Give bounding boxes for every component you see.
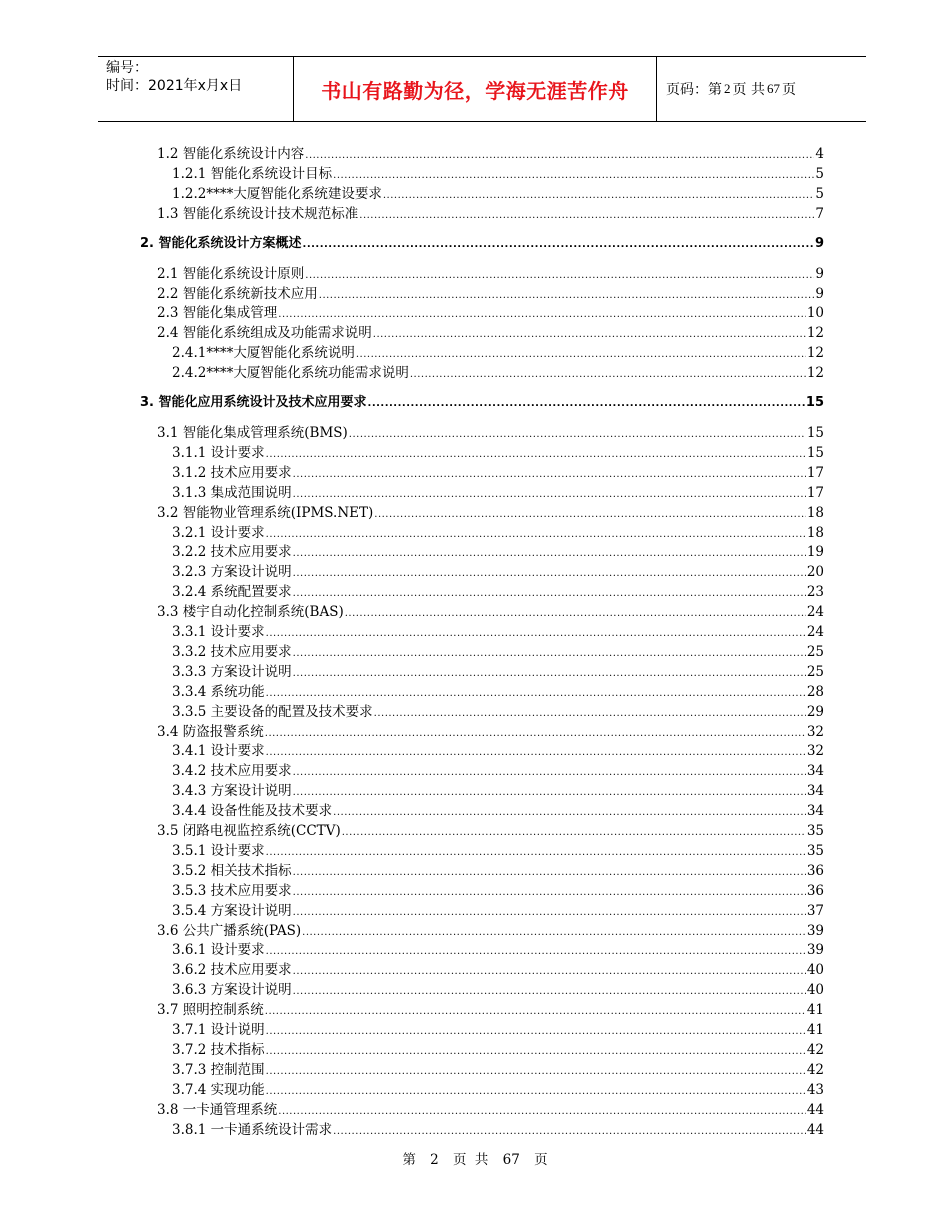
toc-leader-dots: [266, 443, 806, 465]
page-suffix: 页: [781, 82, 796, 98]
toc-entry-title: 3.2 智能物业管理系统(IPMS.NET): [157, 504, 374, 521]
toc-entry-title: 3.7.4 实现功能: [172, 1081, 265, 1098]
toc-entry-title: 2.3 智能化集成管理: [157, 305, 278, 322]
page-total: 67: [766, 81, 780, 96]
toc-entry-page: 37: [806, 902, 824, 919]
toc-entry-title: 3.3.3 方案设计说明: [172, 663, 292, 680]
toc-entry[interactable]: [172, 901, 824, 921]
toc-leader-dots: [266, 841, 806, 863]
toc-entry-title: 3.8.1 一卡通系统设计需求: [172, 1121, 333, 1138]
toc-leader-dots: [342, 821, 806, 843]
toc-entry-page: 5: [815, 165, 824, 182]
toc-entry[interactable]: [172, 841, 824, 861]
toc-leader-dots: [319, 284, 815, 306]
toc-entry-title: 3.3.4 系统功能: [172, 683, 265, 700]
toc-entry-page: 20: [806, 564, 824, 581]
toc-entry-page: 34: [806, 783, 824, 800]
toc-entry-title: 3.2.4 系统配置要求: [172, 584, 292, 601]
toc-entry-title: 3.7.1 设计说明: [172, 1022, 265, 1038]
footer-mid: 页 共: [453, 1152, 489, 1168]
toc-leader-dots: [410, 363, 806, 385]
toc-entry-page: 32: [806, 743, 824, 760]
page-prefix: 页码：第: [666, 82, 722, 98]
toc-entry[interactable]: [172, 483, 824, 503]
toc-leader-dots: [266, 523, 806, 545]
toc-leader-dots: [305, 144, 814, 166]
toc-leader-dots: [293, 881, 806, 903]
toc-entry-page: 41: [806, 1002, 824, 1019]
toc-leader-dots: [293, 642, 806, 664]
toc-entry[interactable]: [140, 393, 824, 413]
toc-entry-page: 32: [806, 723, 824, 740]
toc-entry-title: 3. 智能化应用系统设计及技术应用要求: [140, 395, 367, 410]
toc-entry[interactable]: [172, 443, 824, 463]
toc-leader-dots: [266, 1080, 806, 1102]
header-divider: [656, 57, 657, 121]
toc-leader-dots: [278, 1100, 806, 1122]
toc-leader-dots: [356, 343, 806, 365]
toc-leader-dots: [373, 323, 806, 345]
toc-leader-dots: [293, 960, 806, 982]
toc-entry[interactable]: [157, 284, 824, 304]
toc-leader-dots: [293, 542, 806, 564]
toc-entry-page: 19: [806, 544, 824, 561]
toc-entry[interactable]: [157, 503, 824, 523]
toc-leader-dots: [345, 602, 806, 624]
toc-entry-page: 24: [806, 624, 824, 640]
toc-entry-title: 3.7.3 控制范围: [172, 1061, 265, 1078]
toc-entry[interactable]: [172, 702, 824, 722]
toc-entry-title: 3.8 一卡通管理系统: [157, 1101, 278, 1118]
toc-leader-dots: [359, 204, 814, 226]
toc-entry-page: 36: [806, 882, 824, 899]
toc-entry[interactable]: [172, 940, 824, 960]
toc-entry[interactable]: [172, 523, 824, 543]
toc-leader-dots: [293, 901, 806, 923]
footer-prefix: 第: [402, 1152, 416, 1168]
toc-leader-dots: [278, 303, 806, 325]
toc-entry[interactable]: [172, 781, 824, 801]
toc-entry-title: 3.4.3 方案设计说明: [172, 783, 292, 800]
toc-entry-page: 36: [806, 862, 824, 879]
toc-entry[interactable]: [157, 921, 824, 941]
footer-suffix: 页: [534, 1152, 548, 1168]
toc-entry-page: 10: [806, 305, 824, 322]
toc-entry[interactable]: [172, 343, 824, 363]
toc-entry-page: 28: [806, 683, 824, 700]
toc-entry[interactable]: [172, 463, 824, 483]
page-mid: 页 共: [732, 82, 765, 98]
toc-entry[interactable]: [172, 741, 824, 761]
toc-entry-page: 35: [806, 842, 824, 859]
toc-entry-title: 3.3.1 设计要求: [172, 624, 265, 640]
doc-code-label: 编号：: [106, 60, 148, 76]
toc-entry[interactable]: [172, 881, 824, 901]
page-number: 2: [724, 81, 731, 96]
toc-entry-title: 3.2.3 方案设计说明: [172, 564, 292, 581]
header-meta: [106, 59, 292, 95]
toc-entry[interactable]: [172, 622, 824, 642]
toc-entry[interactable]: [157, 144, 824, 164]
toc-entry-page: 7: [815, 205, 824, 222]
toc-entry-page: 24: [806, 604, 824, 621]
toc-leader-dots: [266, 682, 806, 704]
toc-leader-dots: [293, 781, 806, 803]
toc-entry-title: 3.5.4 方案设计说明: [172, 902, 292, 919]
toc-leader-dots: [293, 483, 806, 505]
toc-leader-dots: [303, 234, 814, 255]
toc-leader-dots: [302, 921, 806, 943]
toc-entry-page: 9: [814, 235, 824, 251]
toc-entry-page: 34: [806, 803, 824, 820]
toc-entry-title: 3.4.4 设备性能及技术要求: [172, 803, 333, 820]
toc-entry-title: 2.4.1****大厦智能化系统说明: [172, 345, 355, 362]
toc-entry-page: 34: [806, 763, 824, 780]
toc-entry-page: 12: [806, 325, 824, 342]
footer-page: 2: [430, 1152, 439, 1168]
toc-entry-page: 15: [806, 444, 824, 461]
toc-entry-title: 3.1 智能化集成管理系统(BMS): [157, 425, 348, 441]
toc-entry[interactable]: [172, 542, 824, 562]
toc-entry-page: 23: [806, 584, 824, 601]
toc-entry-page: 25: [806, 643, 824, 660]
toc-entry-title: 3.6.1 设计要求: [172, 942, 265, 959]
toc-entry[interactable]: [172, 801, 824, 821]
toc-entry[interactable]: [172, 582, 824, 602]
toc-leader-dots: [333, 1120, 806, 1142]
toc-entry-page: 17: [806, 484, 824, 501]
toc-leader-dots: [293, 463, 806, 485]
toc-entry-title: 3.4.2 技术应用要求: [172, 763, 292, 780]
toc-leader-dots: [265, 722, 806, 744]
toc-entry-page: 43: [806, 1081, 824, 1098]
toc-entry[interactable]: [172, 1060, 824, 1080]
toc-entry[interactable]: [157, 303, 824, 323]
toc-leader-dots: [293, 861, 806, 883]
toc-entry-title: 3.3.5 主要设备的配置及技术要求: [172, 703, 373, 720]
toc-entry-title: 1.2.2****大厦智能化系统建设要求: [172, 185, 382, 202]
footer-total: 67: [502, 1152, 520, 1168]
toc-entry-page: 35: [806, 823, 824, 839]
toc-leader-dots: [305, 264, 814, 286]
toc-entry-title: 3.6.2 技术应用要求: [172, 962, 292, 979]
toc-entry[interactable]: [172, 960, 824, 980]
header-motto: 书山有路勤为径，学海无涯苦作舟: [321, 78, 629, 103]
toc-entry[interactable]: [172, 1020, 824, 1040]
toc-entry[interactable]: [140, 234, 824, 254]
toc-leader-dots: [265, 1000, 806, 1022]
toc-entry-title: 3.7.2 技术指标: [172, 1041, 265, 1058]
toc-entry[interactable]: [157, 1100, 824, 1120]
toc-entry-title: 3.6.3 方案设计说明: [172, 982, 292, 999]
toc-entry-page: 40: [806, 982, 824, 999]
toc-entry-page: 39: [806, 922, 824, 939]
toc-entry-page: 44: [806, 1101, 824, 1118]
toc-entry[interactable]: [172, 1120, 824, 1140]
toc-entry-page: 5: [815, 185, 824, 202]
toc-entry-title: 3.6 公共广播系统(PAS): [157, 922, 302, 939]
toc-entry-title: 1.2.1 智能化系统设计目标: [172, 165, 333, 182]
toc-leader-dots: [293, 662, 806, 684]
toc-leader-dots: [266, 1040, 806, 1062]
toc-entry-title: 3.4.1 设计要求: [172, 743, 265, 760]
toc-leader-dots: [383, 184, 815, 206]
toc-entry-title: 3.5.3 技术应用要求: [172, 882, 292, 899]
toc-entry-title: 3.7 照明控制系统: [157, 1002, 264, 1019]
toc-entry[interactable]: [157, 1000, 824, 1020]
toc-entry-title: 3.5.2 相关技术指标: [172, 862, 292, 879]
toc-entry-title: 1.2 智能化系统设计内容: [157, 146, 305, 162]
toc-entry-page: 9: [815, 265, 824, 282]
toc-entry[interactable]: [157, 602, 824, 622]
toc-entry-title: 3.5 闭路电视监控系统(CCTV): [157, 823, 341, 839]
toc-entry-title: 1.3 智能化系统设计技术规范标准: [157, 205, 359, 222]
toc-entry[interactable]: [172, 861, 824, 881]
toc-leader-dots: [293, 980, 806, 1002]
toc-leader-dots: [266, 940, 806, 962]
toc-entry-page: 9: [815, 285, 824, 302]
toc-entry[interactable]: [157, 264, 824, 284]
toc-leader-dots: [266, 622, 806, 644]
toc-entry-page: 15: [806, 425, 824, 441]
toc-entry[interactable]: [172, 562, 824, 582]
toc-entry[interactable]: [157, 323, 824, 343]
toc-entry-title: 2.2 智能化系统新技术应用: [157, 285, 318, 302]
toc-entry-page: 41: [806, 1022, 824, 1038]
toc-entry-page: 25: [806, 663, 824, 680]
header-page-info: [666, 57, 796, 121]
page-header: [98, 56, 866, 122]
toc-entry[interactable]: [172, 662, 824, 682]
toc-entry-title: 3.3.2 技术应用要求: [172, 643, 292, 660]
toc-leader-dots: [333, 801, 806, 823]
toc-entry-page: 39: [806, 942, 824, 959]
toc-entry-page: 18: [806, 524, 824, 541]
toc-entry-page: 12: [806, 345, 824, 362]
toc-entry-title: 2. 智能化系统设计方案概述: [140, 235, 302, 251]
toc-entry-page: 42: [806, 1061, 824, 1078]
toc-entry-page: 29: [806, 703, 824, 720]
toc-leader-dots: [266, 1020, 806, 1042]
toc-entry[interactable]: [157, 722, 824, 742]
toc-leader-dots: [266, 741, 806, 763]
toc-entry-title: 2.1 智能化系统设计原则: [157, 265, 305, 282]
toc-entry-title: 3.3 楼宇自动化控制系统(BAS): [157, 604, 344, 621]
page-footer: [0, 1148, 950, 1168]
toc-leader-dots: [333, 164, 814, 186]
toc-entry-page: 42: [806, 1041, 824, 1058]
toc-entry[interactable]: [172, 363, 824, 383]
toc-entry[interactable]: [157, 204, 824, 224]
toc-leader-dots: [293, 582, 806, 604]
toc-entry[interactable]: [157, 423, 824, 443]
toc-entry[interactable]: [172, 642, 824, 662]
toc-entry[interactable]: [157, 821, 824, 841]
toc-entry[interactable]: [172, 184, 824, 204]
doc-time-label: 时间：2021年x月x日: [106, 78, 243, 94]
toc-entry[interactable]: [172, 1080, 824, 1100]
toc-entry-title: 2.4 智能化系统组成及功能需求说明: [157, 325, 372, 342]
toc-entry-title: 3.2.2 技术应用要求: [172, 544, 292, 561]
toc-entry-title: 3.1.1 设计要求: [172, 444, 265, 461]
toc-leader-dots: [266, 1060, 806, 1082]
toc-leader-dots: [374, 702, 806, 724]
toc-entry-title: 3.4 防盗报警系统: [157, 723, 264, 740]
toc-entry-title: 3.5.1 设计要求: [172, 842, 265, 859]
toc-leader-dots: [293, 761, 806, 783]
toc-leader-dots: [293, 562, 806, 584]
toc-entry-title: 3.2.1 设计要求: [172, 524, 265, 541]
toc-entry-title: 2.4.2****大厦智能化系统功能需求说明: [172, 365, 409, 382]
toc-entry[interactable]: [172, 761, 824, 781]
toc-entry-title: 3.1.2 技术应用要求: [172, 464, 292, 481]
toc-entry-page: 40: [806, 962, 824, 979]
toc-entry-title: 3.1.3 集成范围说明: [172, 484, 292, 501]
toc-leader-dots: [368, 393, 805, 414]
toc-entry[interactable]: [172, 980, 824, 1000]
toc-entry-page: 4: [815, 146, 824, 162]
toc-entry-page: 44: [806, 1121, 824, 1138]
toc-entry-page: 12: [806, 365, 824, 382]
toc-entry-page: 18: [806, 504, 824, 521]
toc-entry-page: 17: [806, 464, 824, 481]
toc-leader-dots: [349, 423, 806, 445]
toc-entry[interactable]: [172, 1040, 824, 1060]
toc-entry[interactable]: [172, 682, 824, 702]
toc-entry-page: 15: [805, 395, 824, 410]
toc-leader-dots: [374, 503, 806, 525]
toc-entry[interactable]: [172, 164, 824, 184]
